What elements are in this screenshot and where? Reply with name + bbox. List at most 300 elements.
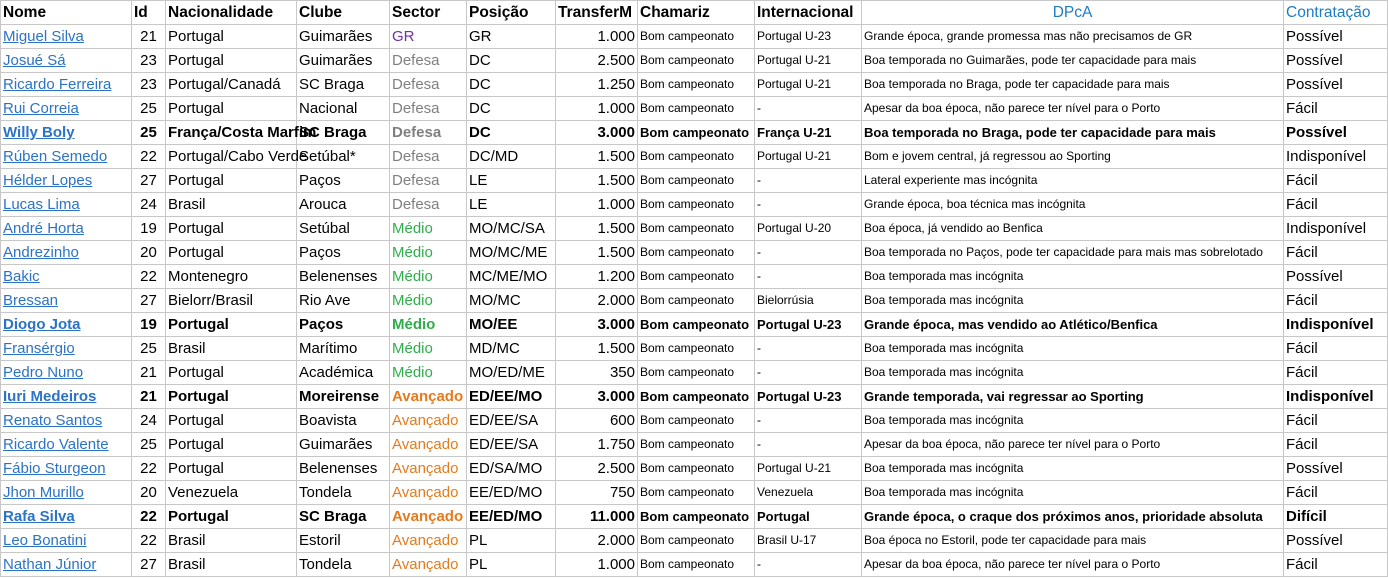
cell-chamariz: Bom campeonato <box>638 97 755 121</box>
cell-nacionalidade: Venezuela <box>166 481 297 505</box>
cell-internacional: Brasil U-17 <box>755 529 862 553</box>
table-row <box>1 409 1388 433</box>
cell-chamariz: Bom campeonato <box>638 553 755 577</box>
cell-internacional: Portugal U-21 <box>755 49 862 73</box>
col-header-posicao[interactable]: Posição <box>467 1 556 25</box>
cell-clube: Tondela <box>297 481 390 505</box>
cell-posicao: MO/EE <box>467 313 556 337</box>
cell-internacional: - <box>755 265 862 289</box>
cell-dpca: Apesar da boa época, não parece ter nível para o Porto <box>862 553 1284 577</box>
table-row <box>1 121 1388 145</box>
cell-chamariz: Bom campeonato <box>638 265 755 289</box>
player-link[interactable]: Jhon Murillo <box>3 484 84 501</box>
cell-sector: Avançado <box>390 553 467 577</box>
cell-nome <box>1 337 132 361</box>
cell-internacional: - <box>755 553 862 577</box>
cell-chamariz: Bom campeonato <box>638 433 755 457</box>
cell-dpca: Boa época, já vendido ao Benfica <box>862 217 1284 241</box>
table-row <box>1 265 1388 289</box>
cell-clube: Nacional <box>297 97 390 121</box>
cell-chamariz: Bom campeonato <box>638 385 755 409</box>
cell-id: 25 <box>132 433 166 457</box>
cell-contratacao: Fácil <box>1284 553 1388 577</box>
cell-contratacao: Possível <box>1284 457 1388 481</box>
cell-chamariz: Bom campeonato <box>638 289 755 313</box>
cell-nacionalidade: Portugal <box>166 457 297 481</box>
cell-clube: Guimarães <box>297 25 390 49</box>
player-link[interactable]: Josué Sá <box>3 52 66 69</box>
cell-chamariz: Bom campeonato <box>638 145 755 169</box>
cell-internacional: - <box>755 169 862 193</box>
cell-nome <box>1 409 132 433</box>
cell-id: 25 <box>132 97 166 121</box>
col-header-nacionalidade[interactable]: Nacionalidade <box>166 1 297 25</box>
cell-nome <box>1 361 132 385</box>
cell-id: 19 <box>132 217 166 241</box>
cell-contratacao: Fácil <box>1284 193 1388 217</box>
cell-nacionalidade: Portugal <box>166 505 297 529</box>
player-link[interactable]: Ricardo Ferreira <box>3 76 112 93</box>
cell-transferm: 1.000 <box>556 193 638 217</box>
cell-nacionalidade: França/Costa Marfim <box>166 121 297 145</box>
cell-clube: Belenenses <box>297 265 390 289</box>
table-row <box>1 553 1388 577</box>
col-header-id[interactable]: Id <box>132 1 166 25</box>
cell-nacionalidade: Brasil <box>166 337 297 361</box>
table-row <box>1 145 1388 169</box>
player-link[interactable]: Willy Boly <box>3 124 75 141</box>
cell-id: 21 <box>132 25 166 49</box>
table-row <box>1 25 1388 49</box>
cell-id: 27 <box>132 553 166 577</box>
cell-transferm: 2.000 <box>556 289 638 313</box>
cell-id: 21 <box>132 361 166 385</box>
cell-sector: Avançado <box>390 385 467 409</box>
cell-posicao: MO/MC <box>467 289 556 313</box>
cell-chamariz: Bom campeonato <box>638 481 755 505</box>
cell-contratacao: Fácil <box>1284 169 1388 193</box>
cell-chamariz: Bom campeonato <box>638 457 755 481</box>
cell-sector: Médio <box>390 217 467 241</box>
cell-nacionalidade: Brasil <box>166 553 297 577</box>
cell-posicao: ED/EE/MO <box>467 385 556 409</box>
cell-posicao: ED/SA/MO <box>467 457 556 481</box>
cell-dpca: Grande época, o craque dos próximos anos, prioridade absoluta <box>862 505 1284 529</box>
cell-chamariz: Bom campeonato <box>638 505 755 529</box>
table-row <box>1 433 1388 457</box>
cell-id: 25 <box>132 121 166 145</box>
cell-chamariz: Bom campeonato <box>638 409 755 433</box>
cell-sector: Avançado <box>390 433 467 457</box>
table-row <box>1 73 1388 97</box>
cell-transferm: 11.000 <box>556 505 638 529</box>
cell-dpca: Boa temporada no Guimarães, pode ter capacidade para mais <box>862 49 1284 73</box>
table-row <box>1 313 1388 337</box>
table-row <box>1 169 1388 193</box>
cell-transferm: 350 <box>556 361 638 385</box>
cell-transferm: 750 <box>556 481 638 505</box>
col-header-chamariz[interactable]: Chamariz <box>638 1 755 25</box>
cell-nacionalidade: Portugal/Cabo Verde <box>166 145 297 169</box>
cell-nome <box>1 145 132 169</box>
cell-nacionalidade: Portugal <box>166 49 297 73</box>
cell-chamariz: Bom campeonato <box>638 313 755 337</box>
cell-internacional: - <box>755 193 862 217</box>
cell-id: 20 <box>132 241 166 265</box>
cell-clube: SC Braga <box>297 121 390 145</box>
cell-nome <box>1 481 132 505</box>
cell-posicao: EE/ED/MO <box>467 481 556 505</box>
player-link[interactable]: Renato Santos <box>3 412 103 429</box>
cell-internacional: Portugal U-21 <box>755 145 862 169</box>
cell-internacional: Portugal U-23 <box>755 385 862 409</box>
col-header-sector[interactable]: Sector <box>390 1 467 25</box>
cell-internacional: Venezuela <box>755 481 862 505</box>
player-link[interactable]: Pedro Nuno <box>3 364 84 381</box>
cell-dpca: Apesar da boa época, não parece ter nível para o Porto <box>862 433 1284 457</box>
cell-dpca: Boa temporada mas incógnita <box>862 265 1284 289</box>
cell-internacional: Portugal U-21 <box>755 73 862 97</box>
cell-sector: Defesa <box>390 121 467 145</box>
cell-internacional: Portugal U-23 <box>755 25 862 49</box>
cell-transferm: 1.250 <box>556 73 638 97</box>
cell-clube: Paços <box>297 313 390 337</box>
table-row <box>1 97 1388 121</box>
cell-id: 19 <box>132 313 166 337</box>
cell-nome <box>1 25 132 49</box>
table-row <box>1 505 1388 529</box>
cell-contratacao: Indisponível <box>1284 145 1388 169</box>
cell-nacionalidade: Portugal <box>166 433 297 457</box>
table-row <box>1 289 1388 313</box>
player-link[interactable]: Iuri Medeiros <box>3 388 97 405</box>
cell-contratacao: Fácil <box>1284 361 1388 385</box>
cell-nome <box>1 49 132 73</box>
cell-contratacao: Indisponível <box>1284 217 1388 241</box>
cell-internacional: - <box>755 361 862 385</box>
cell-transferm: 1.000 <box>556 97 638 121</box>
col-header-clube[interactable]: Clube <box>297 1 390 25</box>
cell-clube: Marítimo <box>297 337 390 361</box>
cell-internacional: Portugal U-21 <box>755 457 862 481</box>
cell-id: 27 <box>132 289 166 313</box>
cell-sector: Médio <box>390 241 467 265</box>
col-header-internacional[interactable]: Internacional <box>755 1 862 25</box>
cell-nacionalidade: Bielorr/Brasil <box>166 289 297 313</box>
cell-posicao: LE <box>467 193 556 217</box>
cell-internacional: - <box>755 433 862 457</box>
cell-contratacao: Fácil <box>1284 97 1388 121</box>
cell-internacional: Portugal <box>755 505 862 529</box>
player-link[interactable]: Rafa Silva <box>3 508 75 525</box>
cell-dpca: Lateral experiente mas incógnita <box>862 169 1284 193</box>
cell-nome <box>1 289 132 313</box>
cell-clube: SC Braga <box>297 73 390 97</box>
cell-contratacao: Possível <box>1284 73 1388 97</box>
cell-contratacao: Fácil <box>1284 289 1388 313</box>
player-link[interactable]: Leo Bonatini <box>3 532 87 549</box>
cell-nome <box>1 217 132 241</box>
cell-nacionalidade: Montenegro <box>166 265 297 289</box>
cell-chamariz: Bom campeonato <box>638 193 755 217</box>
col-header-nome[interactable]: Nome <box>1 1 132 25</box>
cell-contratacao: Possível <box>1284 25 1388 49</box>
cell-posicao: PL <box>467 553 556 577</box>
cell-contratacao: Fácil <box>1284 481 1388 505</box>
cell-nome <box>1 73 132 97</box>
player-link[interactable]: Nathan Júnior <box>3 556 97 573</box>
cell-chamariz: Bom campeonato <box>638 337 755 361</box>
cell-transferm: 2.000 <box>556 529 638 553</box>
cell-clube: Moreirense <box>297 385 390 409</box>
cell-dpca: Boa temporada no Paços, pode ter capacidade para mais mas sobrelotado <box>862 241 1284 265</box>
cell-nacionalidade: Portugal <box>166 385 297 409</box>
cell-transferm: 600 <box>556 409 638 433</box>
cell-chamariz: Bom campeonato <box>638 25 755 49</box>
cell-internacional: França U-21 <box>755 121 862 145</box>
col-header-transferm[interactable]: TransferM <box>556 1 638 25</box>
cell-contratacao: Fácil <box>1284 241 1388 265</box>
cell-transferm: 3.000 <box>556 385 638 409</box>
cell-dpca: Boa temporada mas incógnita <box>862 361 1284 385</box>
cell-nome <box>1 433 132 457</box>
cell-clube: Arouca <box>297 193 390 217</box>
cell-clube: Paços <box>297 241 390 265</box>
cell-clube: Rio Ave <box>297 289 390 313</box>
table-row <box>1 457 1388 481</box>
cell-transferm: 2.500 <box>556 457 638 481</box>
cell-id: 22 <box>132 145 166 169</box>
cell-transferm: 1.500 <box>556 145 638 169</box>
player-link[interactable]: Bressan <box>3 292 59 309</box>
cell-internacional: - <box>755 241 862 265</box>
player-link[interactable]: Miguel Silva <box>3 28 84 45</box>
cell-id: 22 <box>132 457 166 481</box>
table-row <box>1 193 1388 217</box>
cell-chamariz: Bom campeonato <box>638 361 755 385</box>
cell-nome <box>1 553 132 577</box>
cell-dpca: Grande temporada, vai regressar ao Sporting <box>862 385 1284 409</box>
cell-posicao: MO/ED/ME <box>467 361 556 385</box>
cell-dpca: Apesar da boa época, não parece ter nível para o Porto <box>862 97 1284 121</box>
player-link[interactable]: André Horta <box>3 220 84 237</box>
cell-nacionalidade: Brasil <box>166 529 297 553</box>
table-row <box>1 49 1388 73</box>
cell-dpca: Boa temporada mas incógnita <box>862 337 1284 361</box>
cell-posicao: EE/ED/MO <box>467 505 556 529</box>
cell-nome <box>1 169 132 193</box>
cell-id: 24 <box>132 409 166 433</box>
player-link[interactable]: Fábio Sturgeon <box>3 460 106 477</box>
cell-nome <box>1 97 132 121</box>
table-row <box>1 385 1388 409</box>
cell-posicao: ED/EE/SA <box>467 409 556 433</box>
cell-nacionalidade: Brasil <box>166 193 297 217</box>
header-row <box>1 1 1388 25</box>
cell-chamariz: Bom campeonato <box>638 73 755 97</box>
cell-chamariz: Bom campeonato <box>638 121 755 145</box>
player-link[interactable]: Lucas Lima <box>3 196 80 213</box>
cell-nacionalidade: Portugal <box>166 97 297 121</box>
cell-contratacao: Fácil <box>1284 433 1388 457</box>
cell-dpca: Bom e jovem central, já regressou ao Sporting <box>862 145 1284 169</box>
cell-transferm: 3.000 <box>556 121 638 145</box>
cell-clube: Guimarães <box>297 433 390 457</box>
cell-sector: Defesa <box>390 73 467 97</box>
cell-clube: Tondela <box>297 553 390 577</box>
cell-transferm: 1.500 <box>556 169 638 193</box>
cell-dpca: Grande época, grande promessa mas não precisamos de GR <box>862 25 1284 49</box>
cell-sector: Avançado <box>390 409 467 433</box>
cell-internacional: Portugal U-20 <box>755 217 862 241</box>
table-row <box>1 481 1388 505</box>
cell-contratacao: Possível <box>1284 49 1388 73</box>
cell-internacional: - <box>755 337 862 361</box>
cell-clube: Belenenses <box>297 457 390 481</box>
cell-internacional: Bielorrúsia <box>755 289 862 313</box>
cell-dpca: Boa temporada mas incógnita <box>862 289 1284 313</box>
cell-id: 24 <box>132 193 166 217</box>
cell-posicao: DC/MD <box>467 145 556 169</box>
cell-nacionalidade: Portugal/Canadá <box>166 73 297 97</box>
cell-clube: Setúbal <box>297 217 390 241</box>
cell-transferm: 1.500 <box>556 241 638 265</box>
cell-sector: Médio <box>390 361 467 385</box>
player-link[interactable]: Andrezinho <box>3 244 79 261</box>
cell-contratacao: Possível <box>1284 121 1388 145</box>
player-link[interactable]: Rui Correia <box>3 100 79 117</box>
cell-contratacao: Indisponível <box>1284 313 1388 337</box>
cell-chamariz: Bom campeonato <box>638 241 755 265</box>
cell-sector: Defesa <box>390 145 467 169</box>
cell-sector: Avançado <box>390 457 467 481</box>
player-link[interactable]: Hélder Lopes <box>3 172 93 189</box>
player-link[interactable]: Bakic <box>3 268 40 285</box>
cell-dpca: Grande época, boa técnica mas incógnita <box>862 193 1284 217</box>
cell-id: 22 <box>132 505 166 529</box>
cell-internacional: - <box>755 97 862 121</box>
cell-posicao: DC <box>467 73 556 97</box>
cell-id: 23 <box>132 49 166 73</box>
table-row <box>1 361 1388 385</box>
cell-sector: Defesa <box>390 169 467 193</box>
cell-posicao: MC/ME/MO <box>467 265 556 289</box>
cell-transferm: 1.200 <box>556 265 638 289</box>
cell-chamariz: Bom campeonato <box>638 169 755 193</box>
cell-dpca: Boa temporada mas incógnita <box>862 409 1284 433</box>
cell-nacionalidade: Portugal <box>166 169 297 193</box>
table-row <box>1 217 1388 241</box>
player-link[interactable]: Fransérgio <box>3 340 75 357</box>
cell-nome <box>1 529 132 553</box>
cell-dpca: Boa temporada no Braga, pode ter capacidade para mais <box>862 73 1284 97</box>
cell-clube: Setúbal* <box>297 145 390 169</box>
cell-posicao: GR <box>467 25 556 49</box>
cell-id: 20 <box>132 481 166 505</box>
table-row <box>1 241 1388 265</box>
player-link[interactable]: Ricardo Valente <box>3 436 109 453</box>
cell-sector: Médio <box>390 313 467 337</box>
cell-nacionalidade: Portugal <box>166 409 297 433</box>
cell-id: 23 <box>132 73 166 97</box>
cell-clube: SC Braga <box>297 505 390 529</box>
cell-contratacao: Indisponível <box>1284 385 1388 409</box>
cell-nome <box>1 313 132 337</box>
cell-posicao: MO/MC/ME <box>467 241 556 265</box>
cell-sector: Avançado <box>390 481 467 505</box>
cell-clube: Paços <box>297 169 390 193</box>
cell-internacional: - <box>755 409 862 433</box>
cell-sector: Médio <box>390 265 467 289</box>
cell-posicao: MD/MC <box>467 337 556 361</box>
player-link[interactable]: Diogo Jota <box>3 316 81 333</box>
cell-dpca: Boa temporada no Braga, pode ter capacidade para mais <box>862 121 1284 145</box>
cell-clube: Estoril <box>297 529 390 553</box>
cell-sector: Avançado <box>390 529 467 553</box>
cell-nome <box>1 457 132 481</box>
cell-sector: Médio <box>390 337 467 361</box>
table-row <box>1 529 1388 553</box>
cell-internacional: Portugal U-23 <box>755 313 862 337</box>
cell-nacionalidade: Portugal <box>166 25 297 49</box>
cell-clube: Guimarães <box>297 49 390 73</box>
cell-transferm: 3.000 <box>556 313 638 337</box>
cell-clube: Académica <box>297 361 390 385</box>
cell-contratacao: Fácil <box>1284 337 1388 361</box>
cell-sector: Defesa <box>390 97 467 121</box>
cell-nome <box>1 505 132 529</box>
cell-nacionalidade: Portugal <box>166 241 297 265</box>
cell-nacionalidade: Portugal <box>166 361 297 385</box>
cell-posicao: PL <box>467 529 556 553</box>
col-header-contratacao[interactable]: Contratação <box>1284 1 1388 25</box>
cell-dpca: Boa temporada mas incógnita <box>862 481 1284 505</box>
cell-transferm: 1.000 <box>556 553 638 577</box>
cell-nacionalidade: Portugal <box>166 313 297 337</box>
cell-sector: Avançado <box>390 505 467 529</box>
cell-transferm: 1.500 <box>556 337 638 361</box>
cell-transferm: 1.750 <box>556 433 638 457</box>
cell-id: 22 <box>132 265 166 289</box>
player-link[interactable]: Rúben Semedo <box>3 148 108 165</box>
cell-chamariz: Bom campeonato <box>638 529 755 553</box>
cell-id: 27 <box>132 169 166 193</box>
cell-posicao: ED/EE/SA <box>467 433 556 457</box>
cell-nome <box>1 241 132 265</box>
cell-nacionalidade: Portugal <box>166 217 297 241</box>
cell-posicao: MO/MC/SA <box>467 217 556 241</box>
cell-dpca: Grande época, mas vendido ao Atlético/Benfica <box>862 313 1284 337</box>
cell-contratacao: Possível <box>1284 529 1388 553</box>
table-row <box>1 337 1388 361</box>
col-header-dpca[interactable]: DPcA <box>862 1 1284 25</box>
cell-id: 21 <box>132 385 166 409</box>
cell-posicao: DC <box>467 121 556 145</box>
cell-dpca: Boa época no Estoril, pode ter capacidade para mais <box>862 529 1284 553</box>
cell-nome <box>1 265 132 289</box>
cell-nome <box>1 385 132 409</box>
cell-nome <box>1 193 132 217</box>
cell-sector: Defesa <box>390 49 467 73</box>
cell-contratacao: Possível <box>1284 265 1388 289</box>
cell-id: 22 <box>132 529 166 553</box>
cell-clube: Boavista <box>297 409 390 433</box>
cell-transferm: 1.500 <box>556 217 638 241</box>
cell-id: 25 <box>132 337 166 361</box>
cell-contratacao: Fácil <box>1284 409 1388 433</box>
table-body <box>1 25 1388 577</box>
cell-posicao: DC <box>467 97 556 121</box>
